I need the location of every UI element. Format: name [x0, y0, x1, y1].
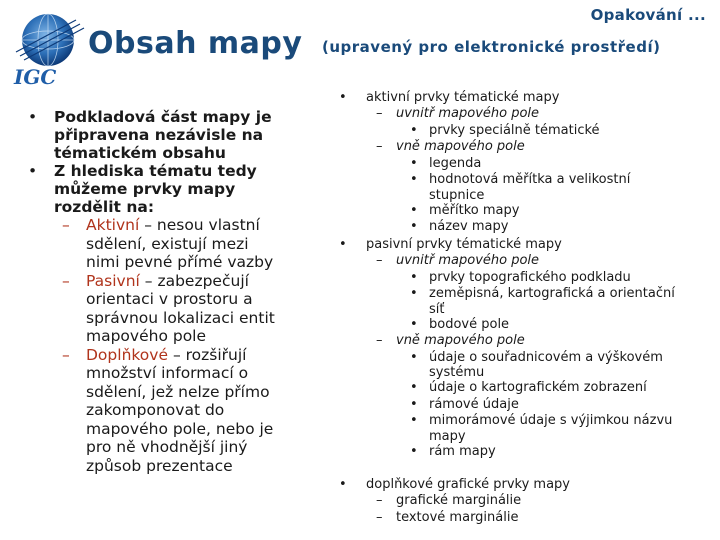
keyword-aktivni: Aktivní	[86, 216, 140, 234]
bullet-dot-icon: •	[28, 108, 38, 126]
bullet-dot-icon: •	[410, 269, 418, 285]
list-item: • bodové pole	[410, 316, 510, 332]
bullet-dot-icon: •	[410, 396, 418, 412]
left-column	[26, 108, 311, 475]
logo-text: IGC	[14, 65, 57, 88]
bullet-dot-icon: •	[410, 219, 418, 234]
dash-icon: –	[62, 345, 70, 364]
igc-logo	[6, 8, 90, 88]
dash-icon: –	[62, 216, 70, 234]
page-title: Obsah mapy	[88, 26, 303, 61]
right-section-supplementary	[336, 477, 716, 526]
bullet-dot-icon: •	[410, 380, 418, 395]
bullet-dot-icon: •	[28, 162, 38, 180]
bullet-dot-icon: •	[410, 172, 418, 187]
passive-inside: – uvnitř mapového pole	[376, 253, 540, 268]
list-item: • název mapy	[410, 219, 509, 234]
bullet-dot-icon: •	[339, 90, 347, 105]
bullet-dot-icon: •	[410, 155, 418, 171]
sub-item-pasivni: – Pasivní – zabezpečují orientaci v prostoru a správnou lokalizaci entit mapového pole	[62, 271, 275, 345]
list-item: • prvky topografického podkladu	[410, 269, 631, 285]
active-title: • aktivní prvky tématické mapy	[339, 90, 560, 105]
active-inside: – uvnitř mapového pole	[376, 106, 540, 121]
list-item: • zeměpisná, kartografická a orientační síť	[410, 286, 675, 317]
list-item: • prvky speciálně tématické	[410, 122, 600, 138]
dash-icon: –	[376, 493, 383, 508]
supp-title: • doplňkové grafické prvky mapy	[339, 477, 571, 492]
dash-icon: –	[62, 271, 70, 290]
left-bullet-2: • Z hlediska tématu tedy můžeme prvky mapy rozdělit na:	[28, 162, 257, 216]
dash-icon: –	[376, 106, 383, 121]
bullet-dot-icon: •	[410, 316, 418, 332]
page-subtitle: (upravený pro elektronické prostředí)	[322, 38, 661, 56]
right-section-active	[336, 90, 716, 236]
dash-icon: –	[376, 333, 383, 348]
left-bullet-1: • Podkladová část mapy je připravena nezávisle na tématickém obsahu	[28, 108, 272, 162]
bullet-dot-icon: •	[410, 202, 418, 218]
keyword-pasivni: Pasivní	[86, 271, 140, 290]
list-item: – grafické marginálie	[376, 493, 522, 508]
dash-icon: –	[376, 139, 383, 154]
bullet-dot-icon: •	[410, 413, 418, 428]
list-item: • měřítko mapy	[410, 202, 520, 218]
list-item: • legenda	[410, 155, 482, 171]
bullet-dot-icon: •	[410, 443, 418, 459]
bullet-dot-icon: •	[410, 349, 418, 365]
list-item: • údaje o kartografickém zobrazení	[410, 380, 647, 395]
list-item: • mimorámové údaje s výjimkou názvu mapy	[410, 413, 673, 444]
dash-icon: –	[376, 253, 383, 268]
passive-title: • pasivní prvky tématické mapy	[339, 237, 562, 252]
dash-icon: –	[376, 509, 383, 525]
list-item: – textové marginálie	[376, 509, 519, 525]
bullet-dot-icon: •	[410, 286, 418, 301]
list-item: • rámové údaje	[410, 396, 519, 412]
sub-item-doplnkove: – Doplňkové – rozšiřují množství informací o sdělení, jež nelze přímo zakomponovat do mapového pole, nebo je pro ně vhodnější jiný způsob prezentace	[62, 345, 274, 475]
list-item: • rám mapy	[410, 443, 496, 459]
passive-outside: – vně mapového pole	[376, 333, 525, 348]
bullet-dot-icon: •	[339, 237, 347, 252]
right-section-passive	[336, 237, 716, 460]
bullet-dot-icon: •	[339, 477, 347, 492]
list-item: • údaje o souřadnicovém a výškovém systému	[410, 349, 663, 380]
list-item: • hodnotová měřítka a velikostní stupnice	[410, 172, 631, 203]
sub-item-aktivni: – Aktivní – nesou vlastní sdělení, existují mezi nimi pevné přímé vazby	[62, 216, 274, 271]
keyword-doplnkove: Doplňkové	[86, 345, 169, 364]
top-label: Opakování ...	[590, 6, 706, 24]
bullet-dot-icon: •	[410, 122, 418, 138]
active-outside: – vně mapového pole	[376, 139, 525, 154]
